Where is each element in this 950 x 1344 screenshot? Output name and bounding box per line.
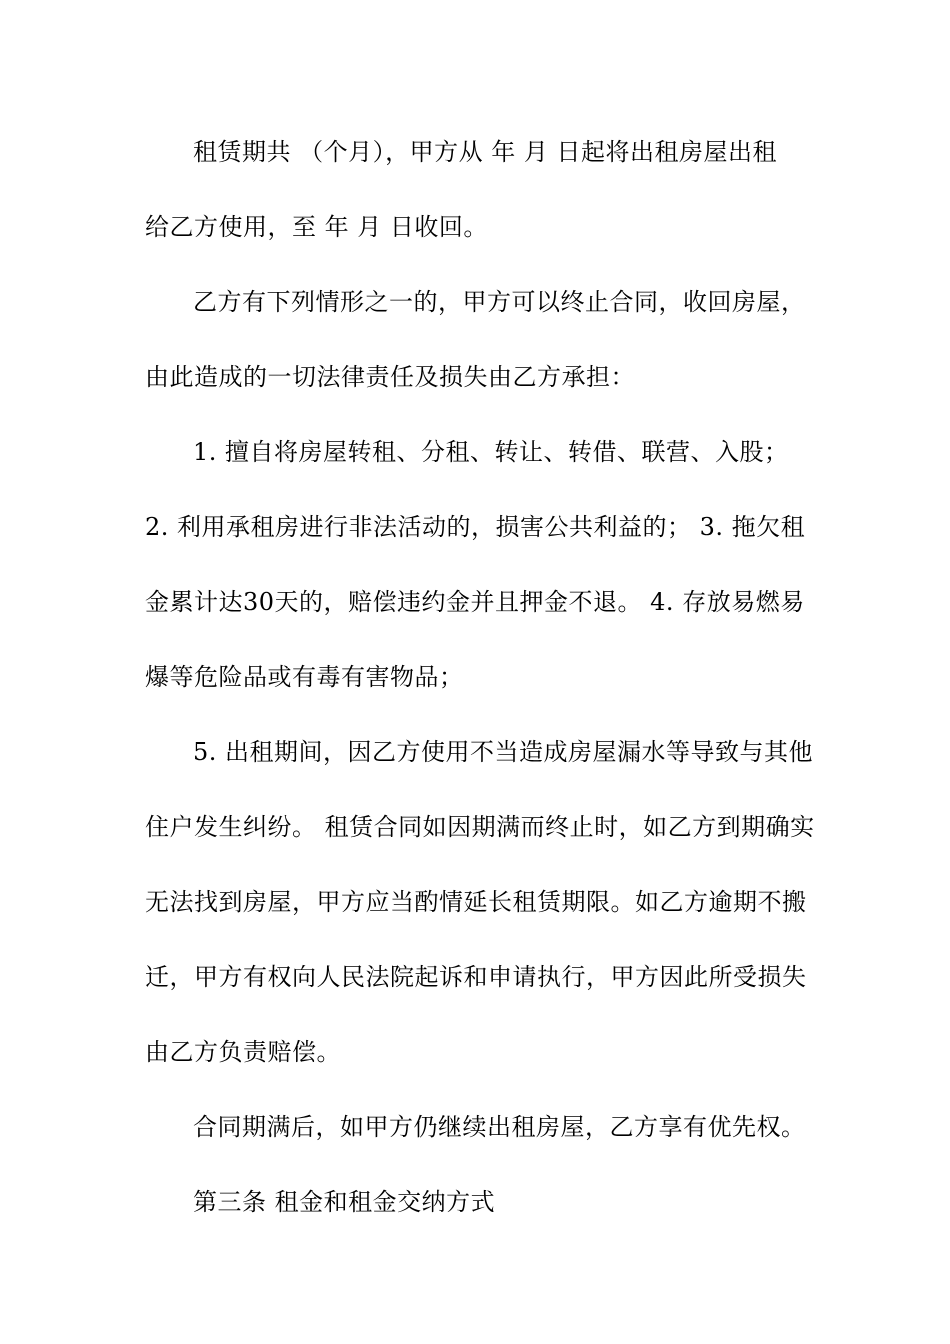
section-heading: 第三条 租金和租金交纳方式 [193,1188,496,1216]
text-line-14: 合同期满后，如甲方仍继续出租房屋，乙方享有优先权。 [193,1113,806,1141]
text-line-11: 无法找到房屋，甲方应当酌情延长租赁期限。如乙方逾期不搬 [145,888,807,916]
text-line-2: 给乙方使用，至 年 月 日收回。 [145,213,488,241]
text-line-7: 金累计达30天的，赔偿违约金并且押金不退。 4. 存放易燃易 [145,588,805,616]
text-line-10: 住户发生纠纷。 租赁合同如因期满而终止时，如乙方到期确实 [145,813,815,841]
list-item-2: 2. 利用承租房进行非法活动的，损害公共利益的； 3. 拖欠租 [145,513,806,541]
list-item-1: 1. 擅自将房屋转租、分租、转让、转借、联营、入股； [193,438,789,466]
text-line-8: 爆等危险品或有毒有害物品； [145,663,464,691]
text-line-13: 由乙方负责赔偿。 [145,1038,341,1066]
list-item-5: 5. 出租期间，因乙方使用不当造成房屋漏水等导致与其他 [193,738,814,766]
text-line-1: 租赁期共 （个月），甲方从 年 月 日起将出租房屋出租 [193,138,778,166]
text-line-3: 乙方有下列情形之一的，甲方可以终止合同，收回房屋， [193,288,806,316]
text-line-12: 迁，甲方有权向人民法院起诉和申请执行，甲方因此所受损失 [145,963,807,991]
text-line-4: 由此造成的一切法律责任及损失由乙方承担： [145,363,635,391]
